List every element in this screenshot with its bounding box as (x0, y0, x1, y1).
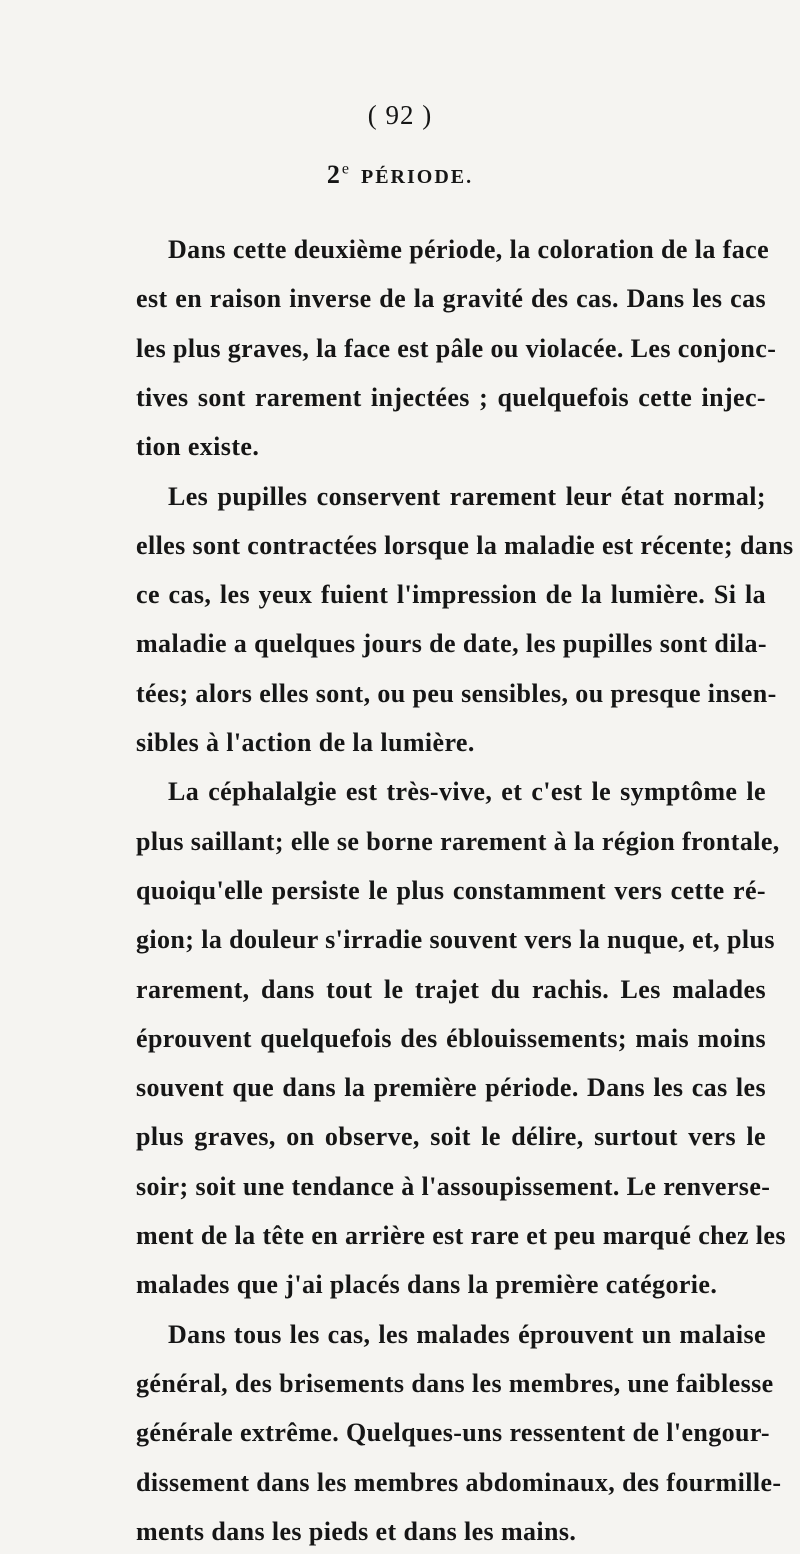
text-line: Dans tous les cas, les malades éprouvent un malaise (168, 1320, 766, 1349)
section-title: PÉRIODE. (360, 166, 474, 188)
text-line: éprouvent quelquefois des éblouissements; mais moins (136, 1024, 766, 1053)
text-line: Les pupilles conservent rarement leur état normal; (168, 482, 766, 511)
text-line: tives sont rarement injectées ; quelquefois cette injec- (136, 383, 766, 412)
text-line: ments dans les pieds et dans les mains. (136, 1517, 577, 1546)
text-line: tées; alors elles sont, ou peu sensibles, ou presque insen- (136, 679, 777, 708)
text-line: quoiqu'elle persiste le plus constamment vers cette ré- (136, 876, 766, 905)
text-line: souvent que dans la première période. Dans les cas les (136, 1073, 766, 1102)
text-line: Dans cette deuxième période, la coloration de la face (168, 235, 770, 264)
text-line: sibles à l'action de la lumière. (136, 728, 475, 757)
text-line: ment de la tête en arrière est rare et peu marqué chez les (136, 1221, 786, 1250)
text-line: ce cas, les yeux fuient l'impression de la lumière. Si la (136, 580, 766, 609)
section-number-superscript: e (341, 160, 351, 178)
text-line: malades que j'ai placés dans la première catégorie. (136, 1270, 718, 1299)
text-line: générale extrême. Quelques-uns ressentent de l'engour- (136, 1418, 770, 1447)
text-line: est en raison inverse de la gravité des cas. Dans les cas (136, 284, 766, 313)
text-line: gion; la douleur s'irradie souvent vers la nuque, et, plus (136, 925, 775, 954)
section-number: 2 (326, 160, 342, 189)
text-line: La céphalalgie est très-vive, et c'est le symptôme le (168, 777, 766, 806)
text-line: plus graves, on observe, soit le délire, surtout vers le (136, 1122, 766, 1151)
text-line: dissement dans les membres abdominaux, des fourmille- (136, 1468, 782, 1497)
text-line: soir; soit une tendance à l'assoupissement. Le renverse- (136, 1172, 771, 1201)
text-line: elles sont contractées lorsque la maladie est récente; dans (136, 531, 794, 560)
text-line: tion existe. (136, 432, 260, 461)
text-line: rarement, dans tout le trajet du rachis. Les malades (136, 975, 766, 1004)
text-line: général, des brisements dans les membres, une faiblesse (136, 1369, 774, 1398)
text-line: plus saillant; elle se borne rarement à la région frontale, (136, 827, 780, 856)
section-heading (0, 160, 800, 190)
text-line: les plus graves, la face est pâle ou violacée. Les conjonc- (136, 334, 777, 363)
text-line: maladie a quelques jours de date, les pupilles sont dila- (136, 629, 767, 658)
page-number: ( 92 ) (367, 100, 433, 130)
